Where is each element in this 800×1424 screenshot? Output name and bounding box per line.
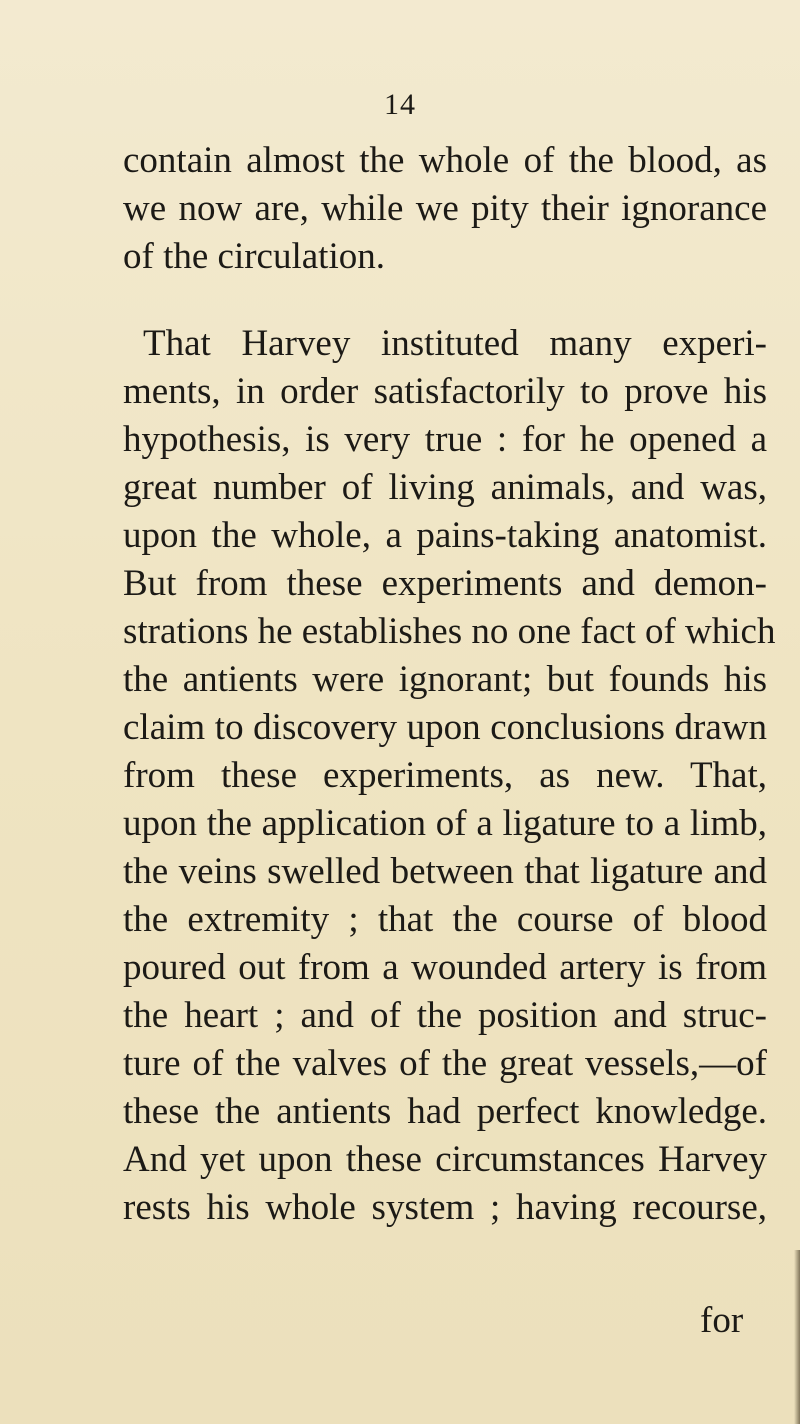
text-line: And yet upon these circumstances Harvey: [123, 1139, 767, 1180]
page-number: 14: [384, 88, 416, 121]
text-line: ture of the valves of the great vessels,—of: [123, 1043, 767, 1084]
text-line: contain almost the whole of the blood, as: [123, 140, 767, 181]
text-line: the veins swelled between that ligature and: [123, 851, 767, 892]
text-line: strations he establishes no one fact of which: [123, 611, 776, 652]
text-line: the antients were ignorant; but founds his: [123, 659, 767, 700]
page-edge-shadow: [794, 1250, 800, 1424]
text-line: But from these experiments and demon-: [123, 563, 767, 604]
text-line: rests his whole system ; having recourse,: [123, 1187, 767, 1228]
text-line: claim to discovery upon conclusions drawn: [123, 707, 767, 748]
catchword: for: [700, 1300, 744, 1341]
text-line: ments, in order satisfactorily to prove his: [123, 371, 767, 412]
text-line: these the antients had perfect knowledge.: [123, 1091, 767, 1132]
text-line: the heart ; and of the position and struc-: [123, 995, 767, 1036]
text-line: of the circulation.: [123, 236, 385, 277]
paragraph-start-line: That Harvey instituted many experi-: [143, 323, 767, 364]
text-line: we now are, while we pity their ignorance: [123, 188, 767, 229]
text-line: upon the whole, a pains-taking anatomist.: [123, 515, 767, 556]
text-line: poured out from a wounded artery is from: [123, 947, 767, 988]
text-line: great number of living animals, and was,: [123, 467, 767, 508]
text-line: the extremity ; that the course of blood: [123, 899, 767, 940]
text-line: hypothesis, is very true : for he opened a: [123, 419, 767, 460]
text-line: upon the application of a ligature to a limb,: [123, 803, 767, 844]
text-line: from these experiments, as new. That,: [123, 755, 767, 796]
